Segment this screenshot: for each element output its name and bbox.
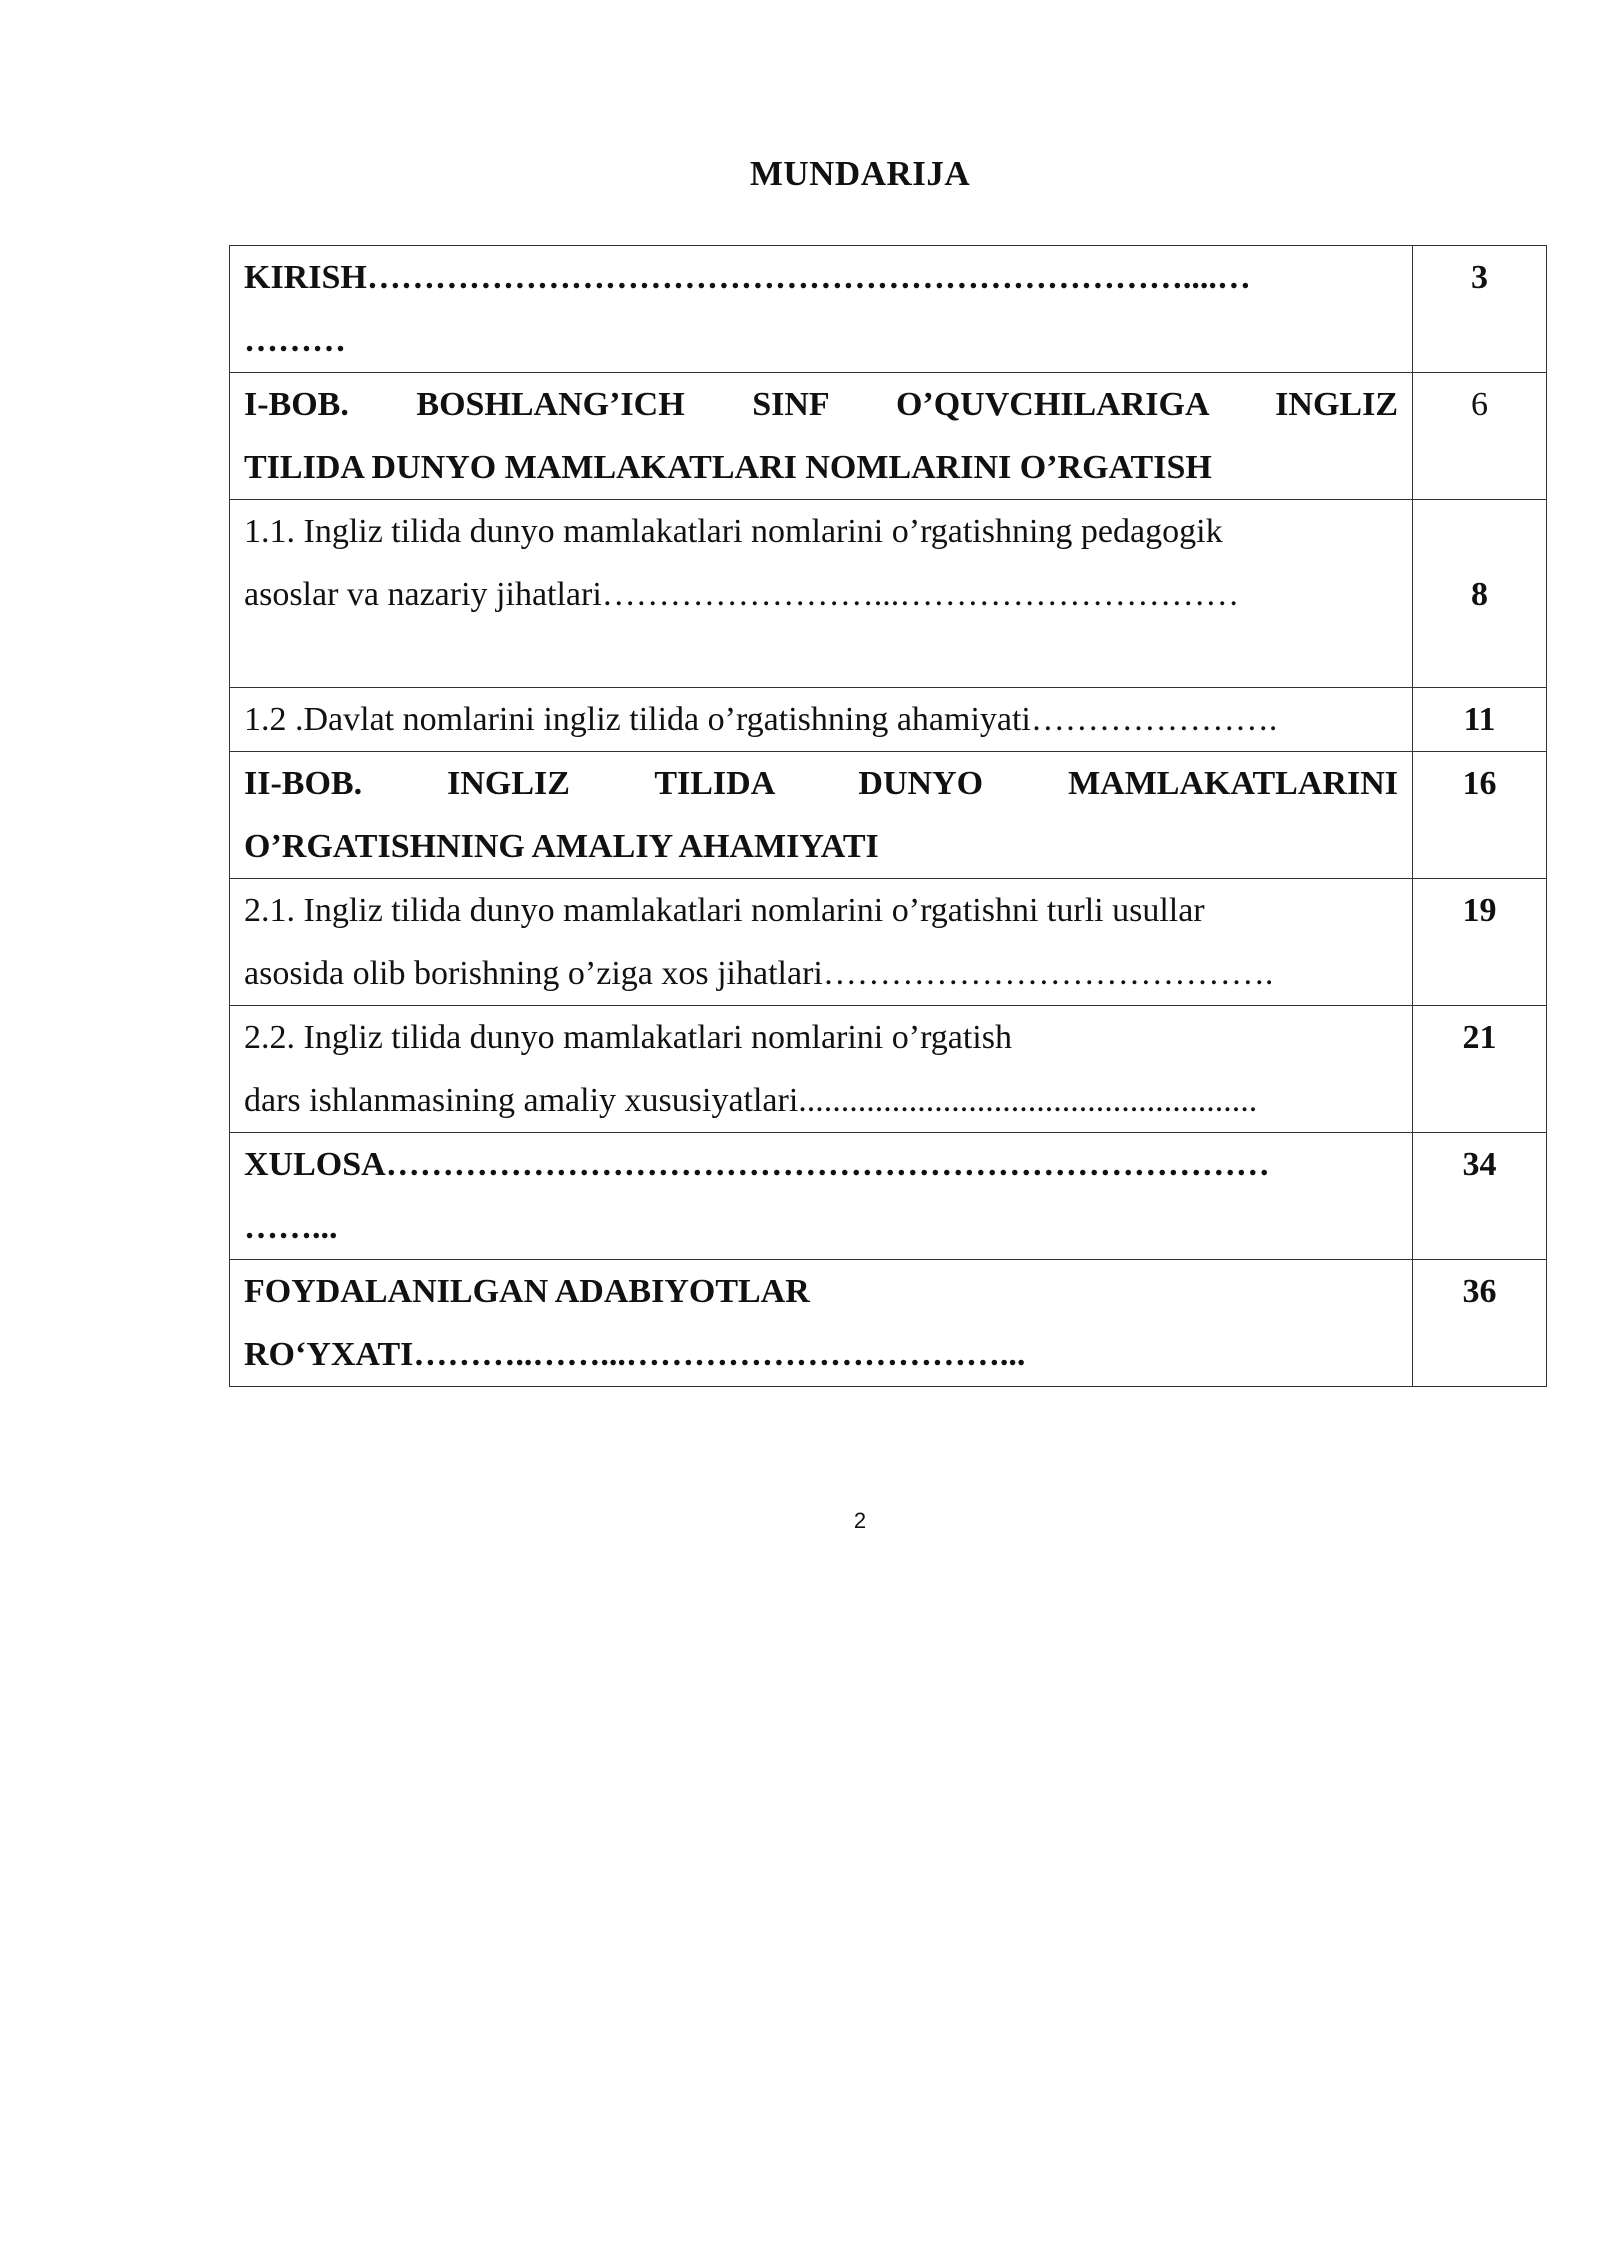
toc-entry-line: asoslar va nazariy jihatlari……………………...………………………… [244,576,1240,613]
footer-page-number: 2 [853,1508,867,1533]
toc-entry-line: KIRISH………………………………………………………………....… [244,259,1251,296]
toc-entry-title[interactable] [230,688,1413,752]
toc-entry-title[interactable] [230,1133,1413,1260]
toc-entry-line: II-BOB. INGLIZ TILIDA DUNYO MAMLAKATLARINI [244,765,1398,802]
toc-entry-line: I-BOB. BOSHLANG’ICH SINF O’QUVCHILARIGA INGLIZ [244,386,1398,423]
toc-page-number: 16 [1413,752,1547,879]
toc-entry-title[interactable] [230,752,1413,879]
toc-page-number: 21 [1413,1006,1547,1133]
toc-entry-line: O’RGATISHNING AMALIY AHAMIYATI [244,828,879,865]
toc-row-section-2-2 [230,1006,1547,1133]
toc-page-number: 34 [1413,1133,1547,1260]
toc-row-section-1-2 [230,688,1547,752]
toc-entry-line: 1.1. Ingliz tilida dunyo mamlakatlari nomlarini o’rgatishning pedagogik [244,513,1223,550]
toc-entry-line: FOYDALANILGAN ADABIYOTLAR [244,1273,810,1310]
toc-page-number: 19 [1413,879,1547,1006]
toc-entry-line: RO‘YXATI………..……...……………………………... [244,1336,1026,1373]
toc-entry-line: 2.2. Ingliz tilida dunyo mamlakatlari nomlarini o’rgatish [244,1019,1012,1056]
toc-page-number: 6 [1413,373,1547,500]
page-title: MUNDARIJA [749,154,971,193]
toc-entry-line: 2.1. Ingliz tilida dunyo mamlakatlari nomlarini o’rgatishni turli usullar [244,892,1205,929]
table-of-contents [229,245,1547,1387]
toc-entry-line: XULOSA…………………………………………………………………… [244,1146,1270,1183]
toc-page-number: 3 [1413,246,1547,373]
toc-entry-line: ……… [244,322,346,359]
toc-row-chapter-2 [230,752,1547,879]
toc-row-kirish [230,246,1547,373]
toc-entry-title[interactable] [230,246,1413,373]
toc-row-bibliography [230,1260,1547,1387]
toc-entry-title[interactable] [230,1260,1413,1387]
toc-entry-line: TILIDA DUNYO MAMLAKATLARI NOMLARINI O’RGATISH [244,449,1212,486]
toc-row-section-1-1 [230,500,1547,688]
toc-page-number: 36 [1413,1260,1547,1387]
toc-entry-title[interactable] [230,500,1413,688]
toc-entry-line: 1.2 .Davlat nomlarini ingliz tilida o’rgatishning ahamiyati…………………. [244,701,1278,738]
toc-row-section-2-1 [230,879,1547,1006]
toc-entry-title[interactable] [230,373,1413,500]
toc-entry-line: dars ishlanmasining amaliy xususiyatlari...................................................... [244,1082,1258,1119]
toc-row-chapter-1 [230,373,1547,500]
toc-row-xulosa [230,1133,1547,1260]
toc-entry-line: ……... [244,1209,338,1246]
toc-entry-line: asosida olib borishning o’ziga xos jihatlari…………………………………. [244,955,1274,992]
toc-entry-title[interactable] [230,879,1413,1006]
toc-page-number: 11 [1413,688,1547,752]
toc-page-number: 8 [1413,500,1547,688]
toc-entry-title[interactable] [230,1006,1413,1133]
